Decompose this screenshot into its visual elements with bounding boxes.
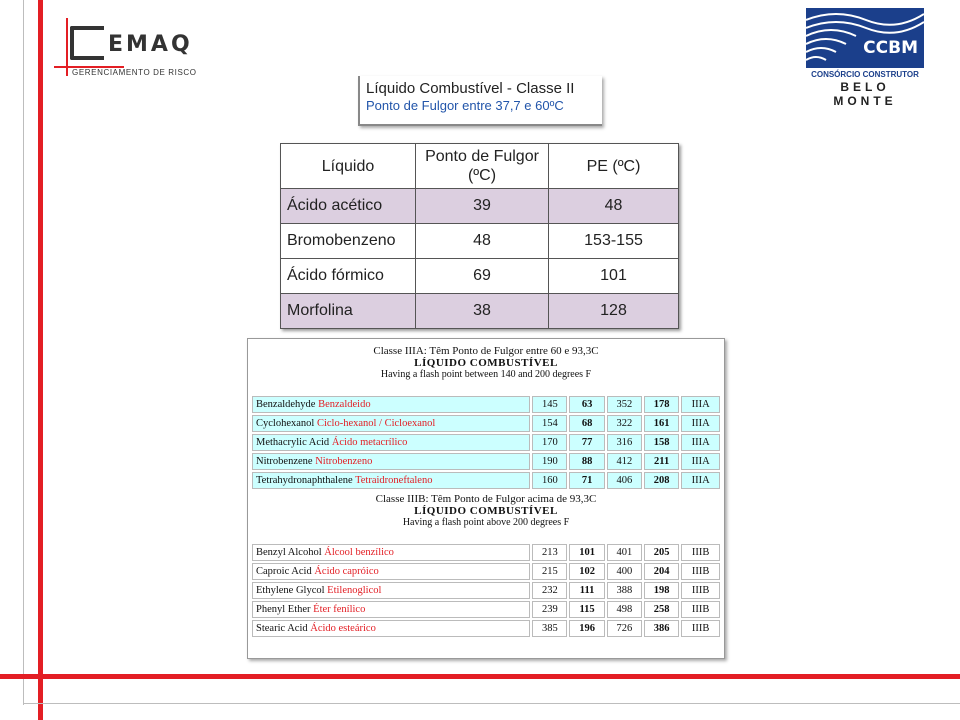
boil-c: 204	[644, 563, 679, 580]
table-row	[281, 294, 679, 329]
ccbm-logo	[806, 8, 924, 108]
flash-c: 111	[569, 582, 604, 599]
section-label: LÍQUIDO COMBUSTÍVEL	[414, 505, 558, 517]
table-row	[281, 224, 679, 259]
flash-f: 213	[532, 544, 567, 561]
cemaq-logo	[52, 18, 217, 78]
section-label: LÍQUIDO COMBUSTÍVEL	[414, 357, 558, 369]
boiling-point: 101	[549, 259, 679, 294]
chemical-name: Stearic Acid Ácido esteárico	[252, 620, 530, 637]
class-code: IIIB	[681, 582, 720, 599]
boil-f: 406	[607, 472, 642, 489]
class-code: IIIB	[681, 620, 720, 637]
ccbm-logo-box	[806, 8, 924, 68]
section-note: Having a flash point above 200 degrees F	[402, 517, 570, 528]
flash-c: 71	[569, 472, 604, 489]
frame-red-vertical	[38, 0, 43, 720]
flash-point: 39	[416, 189, 549, 224]
logo-subtitle: GERENCIAMENTO DE RISCO	[72, 68, 197, 77]
section-b-header	[252, 491, 720, 530]
boiling-point: 128	[549, 294, 679, 329]
flash-f: 215	[532, 563, 567, 580]
table-row	[252, 620, 720, 637]
logo-c-mark	[70, 26, 104, 60]
column-header: PE (ºC)	[549, 144, 679, 189]
chemical-name: Ethylene Glycol Etilenoglicol	[252, 582, 530, 599]
flash-c: 63	[569, 396, 604, 413]
boil-f: 401	[607, 544, 642, 561]
table-row	[252, 582, 720, 599]
boiling-point: 48	[549, 189, 679, 224]
boil-c: 158	[644, 434, 679, 451]
flash-c: 115	[569, 601, 604, 618]
chemical-name: Benzaldehyde Benzaldeido	[252, 396, 530, 413]
class-ii-table	[280, 143, 679, 329]
section-title: Classe IIIB: Têm Ponto de Fulgor acima de 93,3C	[375, 493, 597, 505]
chemical-name: Methacrylic Acid Ácido metacrílico	[252, 434, 530, 451]
flash-c: 77	[569, 434, 604, 451]
flash-point: 69	[416, 259, 549, 294]
section-note: Having a flash point between 140 and 200 degrees F	[380, 369, 592, 380]
class-ii-heading	[358, 76, 602, 126]
boil-c: 258	[644, 601, 679, 618]
class-code: IIIB	[681, 544, 720, 561]
class-code: IIIB	[681, 601, 720, 618]
table-row	[252, 472, 720, 489]
flash-c: 101	[569, 544, 604, 561]
flash-c: 88	[569, 453, 604, 470]
flash-f: 145	[532, 396, 567, 413]
logo-wordmark: EMAQ	[108, 32, 193, 57]
flash-f: 154	[532, 415, 567, 432]
ccbm-title: CCBM	[863, 38, 918, 58]
chemical-name: Nitrobenzene Nitrobenzeno	[252, 453, 530, 470]
liquid-name: Ácido acético	[281, 189, 416, 224]
table-row	[252, 601, 720, 618]
table-header-row	[281, 144, 679, 189]
heading-title: Líquido Combustível - Classe II	[366, 80, 575, 97]
class-code: IIIA	[681, 453, 720, 470]
liquid-name: Morfolina	[281, 294, 416, 329]
table-row	[252, 415, 720, 432]
boil-f: 388	[607, 582, 642, 599]
ccbm-line2: BELO MONTE	[833, 80, 897, 108]
table-row	[252, 396, 720, 413]
section-header	[252, 491, 720, 530]
flash-c: 68	[569, 415, 604, 432]
section-title: Classe IIIA: Têm Ponto de Fulgor entre 60 e 93,3C	[373, 345, 599, 357]
flash-f: 190	[532, 453, 567, 470]
boil-c: 178	[644, 396, 679, 413]
class-code: IIIA	[681, 434, 720, 451]
liquid-name: Ácido fórmico	[281, 259, 416, 294]
class-iii-table	[250, 341, 722, 639]
class-iii-table-panel	[247, 338, 725, 659]
ccbm-line1: CONSÓRCIO CONSTRUTOR	[811, 70, 919, 79]
boil-f: 400	[607, 563, 642, 580]
boil-c: 386	[644, 620, 679, 637]
flash-f: 160	[532, 472, 567, 489]
flash-point: 38	[416, 294, 549, 329]
chemical-name: Benzyl Alcohol Álcool benzílico	[252, 544, 530, 561]
liquid-name: Bromobenzeno	[281, 224, 416, 259]
boil-f: 322	[607, 415, 642, 432]
boil-c: 205	[644, 544, 679, 561]
flash-c: 196	[569, 620, 604, 637]
heading-subtitle: Ponto de Fulgor entre 37,7 e 60ºC	[366, 98, 564, 113]
table-row	[252, 563, 720, 580]
column-header: Líquido	[281, 144, 416, 189]
boil-c: 211	[644, 453, 679, 470]
boil-f: 412	[607, 453, 642, 470]
flash-f: 239	[532, 601, 567, 618]
table-row	[252, 453, 720, 470]
class-code: IIIB	[681, 563, 720, 580]
flash-f: 170	[532, 434, 567, 451]
table-row	[281, 259, 679, 294]
table-row	[252, 544, 720, 561]
boil-f: 352	[607, 396, 642, 413]
flash-f: 232	[532, 582, 567, 599]
column-header: Ponto de Fulgor (ºC)	[416, 144, 549, 189]
frame-gray-vertical	[23, 0, 24, 705]
boil-c: 161	[644, 415, 679, 432]
boil-f: 726	[607, 620, 642, 637]
chemical-name: Phenyl Ether Éter fenílico	[252, 601, 530, 618]
flash-c: 102	[569, 563, 604, 580]
boil-c: 198	[644, 582, 679, 599]
flash-point: 48	[416, 224, 549, 259]
section-a-header	[252, 343, 720, 382]
class-code: IIIA	[681, 415, 720, 432]
chemical-name: Cyclohexanol Ciclo-hexanol / Cicloexanol	[252, 415, 530, 432]
frame-red-horizontal	[0, 674, 960, 679]
class-code: IIIA	[681, 472, 720, 489]
section-header	[252, 343, 720, 382]
table-row	[281, 189, 679, 224]
flash-f: 385	[532, 620, 567, 637]
chemical-name: Tetrahydronaphthalene Tetraidroneftaleno	[252, 472, 530, 489]
boil-f: 316	[607, 434, 642, 451]
chemical-name: Caproic Acid Ácido capróico	[252, 563, 530, 580]
boiling-point: 153-155	[549, 224, 679, 259]
class-code: IIIA	[681, 396, 720, 413]
boil-f: 498	[607, 601, 642, 618]
table-row	[252, 434, 720, 451]
frame-gray-horizontal	[23, 703, 960, 704]
boil-c: 208	[644, 472, 679, 489]
